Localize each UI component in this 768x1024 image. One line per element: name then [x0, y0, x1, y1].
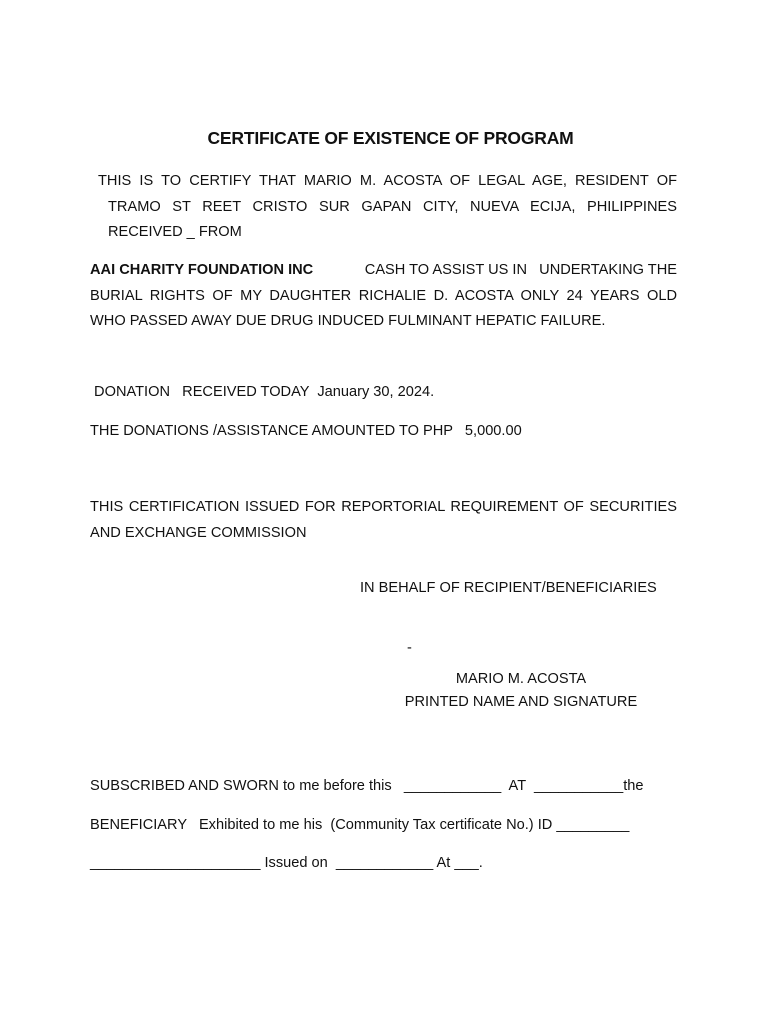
certify-line-1: THIS IS TO CERTIFY THAT MARIO M. ACOSTA OF LEGAL AGE, RESIDENT OF: [98, 173, 677, 189]
signatory-name: MARIO M. ACOSTA: [455, 671, 587, 687]
foundation-line-2: BURIAL RIGHTS OF MY DAUGHTER RICHALIE D. ACOSTA ONLY 24 YEARS OLD: [90, 288, 677, 304]
foundation-line-1-rest: CASH TO ASSIST US IN UNDERTAKING THE: [364, 262, 677, 278]
signatory-caption: PRINTED NAME AND SIGNATURE: [404, 694, 638, 710]
foundation-line-3: WHO PASSED AWAY DUE DRUG INDUCED FULMINANT HEPATIC FAILURE.: [90, 313, 606, 329]
behalf-line: IN BEHALF OF RECIPIENT/BENEFICIARIES: [360, 580, 657, 596]
jurat-line-3: _____________________ Issued on ____________ At ___.: [90, 855, 483, 871]
certification-line-1: THIS CERTIFICATION ISSUED FOR REPORTORIAL REQUIREMENT OF SECURITIES: [90, 499, 677, 515]
donation-amount-line: THE DONATIONS /ASSISTANCE AMOUNTED TO PHP 5,000.00: [90, 423, 522, 439]
document-title: CERTIFICATE OF EXISTENCE OF PROGRAM: [207, 128, 574, 148]
certify-line-3: RECEIVED _ FROM: [108, 224, 242, 240]
certification-line-2: AND EXCHANGE COMMISSION: [90, 525, 307, 541]
foundation-name: AAI CHARITY FOUNDATION INC: [90, 262, 314, 278]
donation-received-line: DONATION RECEIVED TODAY January 30, 2024.: [90, 384, 435, 400]
certify-line-2: TRAMO ST REET CRISTO SUR GAPAN CITY, NUEVA ECIJA, PHILIPPINES: [108, 199, 677, 215]
jurat-line-2: BENEFICIARY Exhibited to me his (Community Tax certificate No.) ID _________: [90, 817, 630, 833]
foundation-line-1: [90, 260, 677, 280]
jurat-line-1: SUBSCRIBED AND SWORN to me before this ____________ AT ___________the: [90, 778, 644, 794]
signature-mark: -: [407, 640, 412, 656]
